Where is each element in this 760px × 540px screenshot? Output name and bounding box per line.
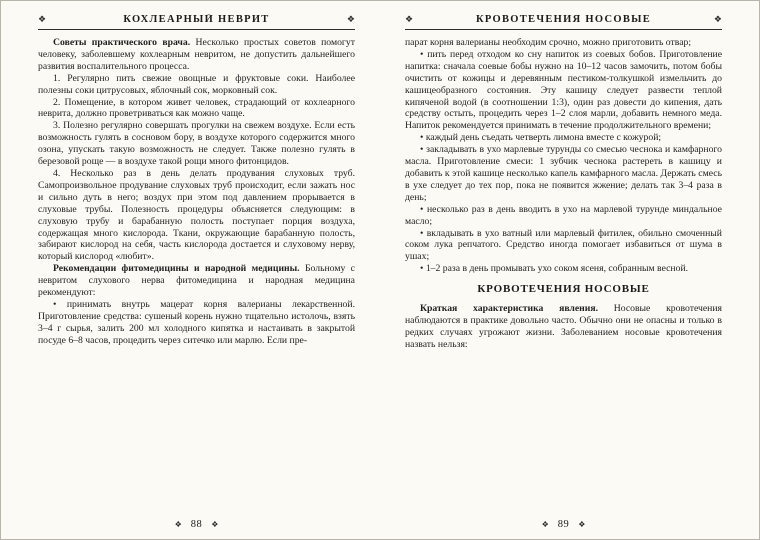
right-page-title: КРОВОТЕЧЕНИЯ НОСОВЫЕ — [475, 14, 652, 25]
paragraph-text: парат корня валерианы необходим срочно, можно приготовить отвар; — [405, 37, 692, 48]
paragraph-text: 4. Несколько раз в день делать продувания слуховых труб. Самопроизвольное продувание слуховых труб происходит, если зажать нос и сильно дуть в него; воздух при этом под давлением прорывается в слуховые трубы. Полезность процедуры объясняется следующим: в слуховую трубу и барабанную полость поступает порция воздуха, содержащая много кислорода. Ткани, окружающие барабанную полость, забирают кислород на себя, часть кислорода достается и слуховому нерву, который кислород «любит». — [38, 167, 355, 263]
bullet-paragraph — [405, 228, 722, 264]
left-page-header — [38, 14, 355, 30]
paragraph-text: • каждый день съедать четверть лимона вместе с кожурой; — [420, 132, 662, 144]
paragraph-text: 1. Регулярно пить свежие овощные и фруктовые соки. Наиболее полезны соки цитрусовых, яблочный сок, морковный сок. — [38, 72, 355, 96]
bullet-paragraph — [405, 49, 722, 132]
right-page-header — [405, 14, 722, 30]
paragraph-text: Несколько простых советов помогут человеку, заболевшему кохлеарным невритом, не допустить дальнейшего развития воспалительного процесса. — [38, 37, 355, 72]
bullet-paragraph — [405, 263, 722, 275]
paragraph-text: • 1–2 раза в день промывать ухо соком ясеня, собранным весной. — [420, 263, 689, 275]
paragraph — [38, 120, 355, 168]
left-page-footer — [38, 514, 355, 530]
diamond-ornament-icon: ❖ — [713, 14, 722, 24]
bullet-paragraph — [405, 144, 722, 204]
paragraph — [38, 37, 355, 73]
diamond-ornament-icon: ❖ — [211, 519, 219, 529]
right-page-footer — [405, 514, 722, 530]
paragraph — [38, 168, 355, 263]
diamond-ornament-icon: ❖ — [541, 519, 549, 529]
bullet-paragraph — [405, 132, 722, 144]
right-page-number: 89 — [557, 519, 570, 530]
paragraph-lead: Советы практического врача. — [53, 37, 191, 48]
paragraph — [38, 263, 355, 299]
left-page — [1, 1, 380, 539]
paragraph-text: Больному с невритом слухового нерва фитомедицина и народная медицина рекомендуют: — [38, 263, 355, 299]
paragraph-text: • вкладывать в ухо ватный или марлевый фитилек, обильно смоченный соком лука репчатого. Средство иногда помогает избавиться от шума в ушах; — [405, 227, 722, 263]
paragraph-text: • принимать внутрь мацерат корня валерианы лекарственной. Приготовление средства: сушеный корень нужно тщательно истолочь, взять 3–4 г сырья, залить 200 мл холодного кипятка и настаивать в закрытой посуде 6–8 часов, процедить через ситечко или марлю. Если пре- — [38, 298, 355, 346]
diamond-ornament-icon: ❖ — [405, 14, 414, 24]
section-heading: КРОВОТЕЧЕНИЯ НОСОВЫЕ — [477, 283, 650, 296]
paragraph-text: • пить перед отходом ко сну напиток из соевых бобов. Приготовление напитка: сначала соевые бобы нужно на 10–12 часов замочить, потом бобы очистить от кожицы и деревянным пестиком-толкушкой измельчить до кашицеобразного состояния. Эту кашицу следует развести теплой кипяченой водой (в соотношении 1:3), один раз довести до кипения, дать средству остыть, процедить через 1–2 слоя марли, добавить немного меда. Напиток рекомендуется принимать в течение продолжительного времени; — [405, 48, 722, 132]
paragraph — [38, 97, 355, 121]
paragraph-lead: Краткая характеристика явления. — [420, 303, 598, 315]
left-page-body — [38, 37, 355, 514]
right-page — [380, 1, 759, 539]
left-page-title: КОХЛЕАРНЫЙ НЕВРИТ — [123, 14, 270, 25]
right-page-body — [405, 37, 722, 514]
diamond-ornament-icon: ❖ — [346, 14, 355, 24]
diamond-ornament-icon: ❖ — [38, 14, 47, 24]
paragraph-text: 3. Полезно регулярно совершать прогулки на свежем воздухе. Если есть возможность гулять в сосновом бору, в воздухе которого содержится много озона, упускать такую возможность не следует. Также полезно гулять в березовой роще — в воздухе такой рощи много фитонцидов. — [38, 120, 355, 168]
bullet-paragraph — [405, 204, 722, 228]
continuation-paragraph — [405, 37, 722, 49]
paragraph-lead: Рекомендации фитомедицины и народной медицины. — [53, 263, 300, 275]
paragraph-text: 2. Помещение, в котором живет человек, страдающий от кохлеарного неврита, должно проветриваться как можно чаще. — [38, 96, 355, 120]
paragraph-text: Носовые кровотечения наблюдаются в практике довольно часто. Обычно они не опасны и только в редких случаях угрожают жизни. Заболеванием носовые кровотечения назвать нельзя: — [405, 303, 722, 350]
diamond-ornament-icon: ❖ — [174, 519, 182, 529]
paragraph — [405, 303, 722, 351]
left-page-number: 88 — [190, 519, 203, 530]
paragraph-text: • закладывать в ухо марлевые турунды со смесью чеснока и камфарного масла. Приготовление смеси: 1 зубчик чеснока растереть в кашицу и добавить к этой кашице несколько капель камфарного масла. Держать смесь в ухе следует до тех пор, пока не появится жжение; делать так 3–4 раза в день; — [405, 144, 722, 203]
bullet-paragraph — [38, 299, 355, 347]
paragraph-text: • несколько раз в день вводить в ухо на марлевой турунде миндальное масло; — [405, 203, 722, 227]
diamond-ornament-icon: ❖ — [578, 519, 586, 529]
paragraph — [38, 73, 355, 97]
